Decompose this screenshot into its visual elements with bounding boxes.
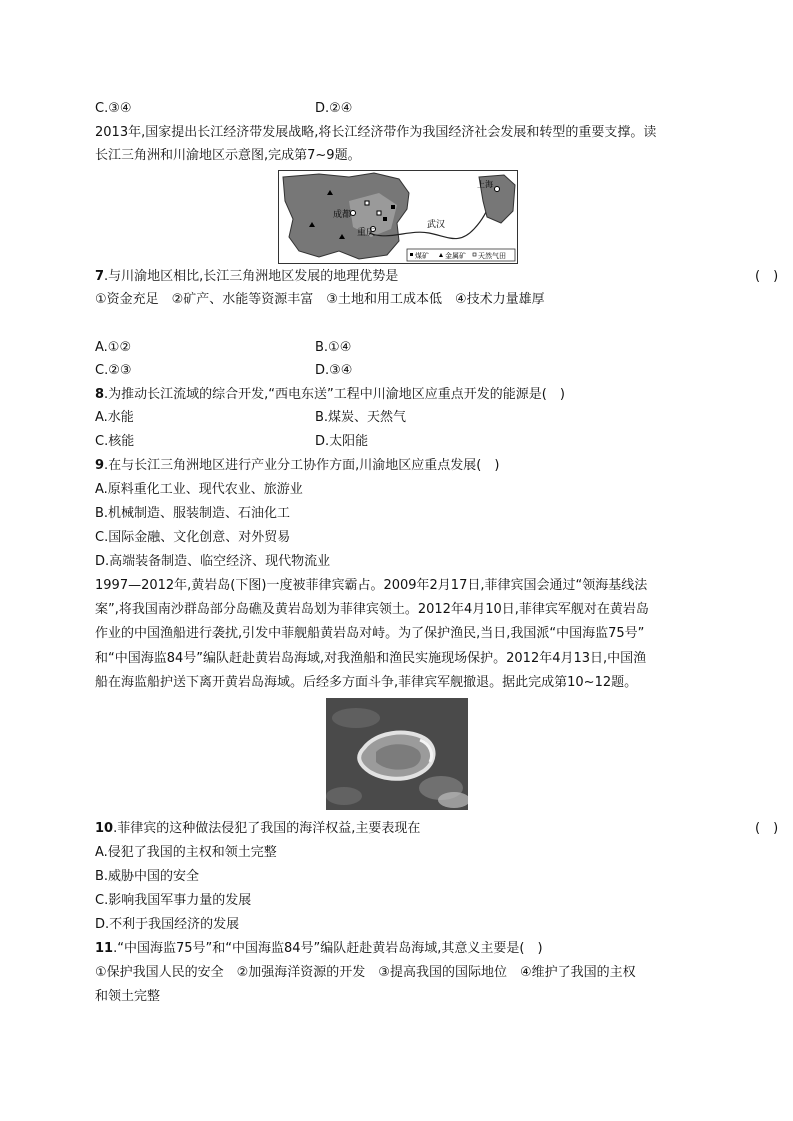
- option-d: D.高端装备制造、临空经济、现代物流业: [95, 554, 331, 569]
- chengdu-marker: [351, 211, 356, 216]
- question-number: 8: [95, 387, 105, 402]
- question-number: 11: [95, 941, 114, 956]
- question-11: [95, 940, 543, 958]
- answer-bracket: ( ): [755, 269, 779, 284]
- gas-field-symbol: [377, 211, 381, 215]
- option-c: C.国际金融、文化创意、对外贸易: [95, 530, 291, 545]
- question-stem: .菲律宾的这种做法侵犯了我国的海洋权益,主要表现在: [113, 821, 421, 836]
- option-row: [95, 100, 353, 118]
- intro-paragraph-line: 和“中国海监84号”编队赶赴黄岩岛海域,对我渔船和渔民实施现场保护。2012年4月13日,中国渔: [95, 651, 647, 666]
- option-b: B.煤炭、天然气: [315, 410, 407, 425]
- question-stem: .为推动长江流域的综合开发,“西电东送”工程中川渝地区应重点开发的能源是( ): [104, 387, 565, 402]
- option-d: D.②④: [315, 101, 353, 116]
- option-a: A.水能: [95, 410, 134, 425]
- question-9: [95, 457, 499, 475]
- option-d: D.③④: [315, 363, 353, 378]
- map-label-shanghai: 上海: [477, 180, 493, 189]
- option-c: C.③④: [95, 101, 132, 116]
- map-label-chengdu: 成都: [333, 209, 352, 219]
- intro-paragraph-line: 船在海监船护送下离开黄岩岛海域。后经多方面斗争,菲律宾军舰撤退。据此完成第10~12题。: [95, 675, 638, 690]
- option-a: A.原料重化工业、现代农业、旅游业: [95, 482, 303, 497]
- question-10: [95, 820, 779, 838]
- option-d: D.不利于我国经济的发展: [95, 917, 240, 932]
- option-c: C.②③: [95, 363, 132, 378]
- question-stem: .“中国海监75号”和“中国海监84号”编队赶赴黄岩岛海域,其意义主要是( ): [113, 941, 543, 956]
- option-b: B.威胁中国的安全: [95, 869, 200, 884]
- option-b: B.①④: [315, 340, 352, 355]
- question-11-statements-cont: 和领土完整: [95, 989, 161, 1004]
- option-a: A.①②: [95, 340, 132, 355]
- lagoon: [376, 744, 421, 769]
- huangyan-island-satellite-photo: [326, 698, 468, 810]
- map-svg: [279, 171, 517, 263]
- option-b: B.机械制造、服装制造、石油化工: [95, 506, 291, 521]
- question-7: [95, 268, 779, 286]
- legend-coal-label: 煤矿: [415, 253, 429, 260]
- intro-paragraph-line: 2013年,国家提出长江经济带发展战略,将长江经济带作为我国经济社会发展和转型的重要支撑。读: [95, 125, 657, 140]
- question-number: 9: [95, 458, 105, 473]
- legend-metal-label: 金属矿: [445, 253, 466, 260]
- question-8: [95, 386, 565, 404]
- question-stem: .与川渝地区相比,长江三角洲地区发展的地理优势是: [104, 269, 399, 284]
- map-label-wuhan: 武汉: [427, 219, 446, 229]
- option-d: D.太阳能: [315, 434, 369, 449]
- question-8-options-row: [95, 409, 407, 427]
- intro-paragraph-line: 1997—2012年,黄岩岛(下图)一度被菲律宾霸占。2009年2月17日,菲律宾国会通过“领海基线法: [95, 578, 648, 593]
- option-a: A.侵犯了我国的主权和领土完整: [95, 845, 277, 860]
- coal-symbol: [391, 205, 395, 209]
- photo-svg: [326, 698, 468, 810]
- intro-paragraph-line: 长江三角洲和川渝地区示意图,完成第7~9题。: [95, 148, 361, 163]
- legend-gas-symbol: [473, 253, 476, 256]
- question-7-statements: ①资金充足 ②矿产、水能等资源丰富 ③土地和用工成本低 ④技术力量雄厚: [95, 292, 545, 307]
- question-7-options-row: [95, 339, 352, 357]
- question-8-options-row: [95, 433, 369, 451]
- map-label-chongqing: 重庆: [357, 227, 376, 237]
- answer-bracket: ( ): [755, 821, 779, 836]
- gas-field-symbol: [365, 201, 369, 205]
- coal-symbol: [383, 217, 387, 221]
- yangtze-map-figure: [278, 170, 518, 264]
- question-7-options-row: [95, 362, 353, 380]
- shanghai-marker: [495, 187, 500, 192]
- option-c: C.影响我国军事力量的发展: [95, 893, 252, 908]
- legend-gas-label: 天然气田: [478, 253, 506, 260]
- question-stem: .在与长江三角洲地区进行产业分工协作方面,川渝地区应重点发展( ): [104, 458, 500, 473]
- question-11-statements: ①保护我国人民的安全 ②加强海洋资源的开发 ③提高我国的国际地位 ④维护了我国的主权: [95, 965, 636, 980]
- option-c: C.核能: [95, 434, 135, 449]
- legend-coal-symbol: [410, 253, 413, 256]
- intro-paragraph-line: 案”,将我国南沙群岛部分岛礁及黄岩岛划为菲律宾领土。2012年4月10日,菲律宾军舰对在黄岩岛: [95, 602, 649, 617]
- intro-paragraph-line: 作业的中国渔船进行袭扰,引发中菲舰船黄岩岛对峙。为了保护渔民,当日,我国派“中国海监75号”: [95, 626, 645, 641]
- question-number: 7: [95, 269, 105, 284]
- question-number: 10: [95, 821, 114, 836]
